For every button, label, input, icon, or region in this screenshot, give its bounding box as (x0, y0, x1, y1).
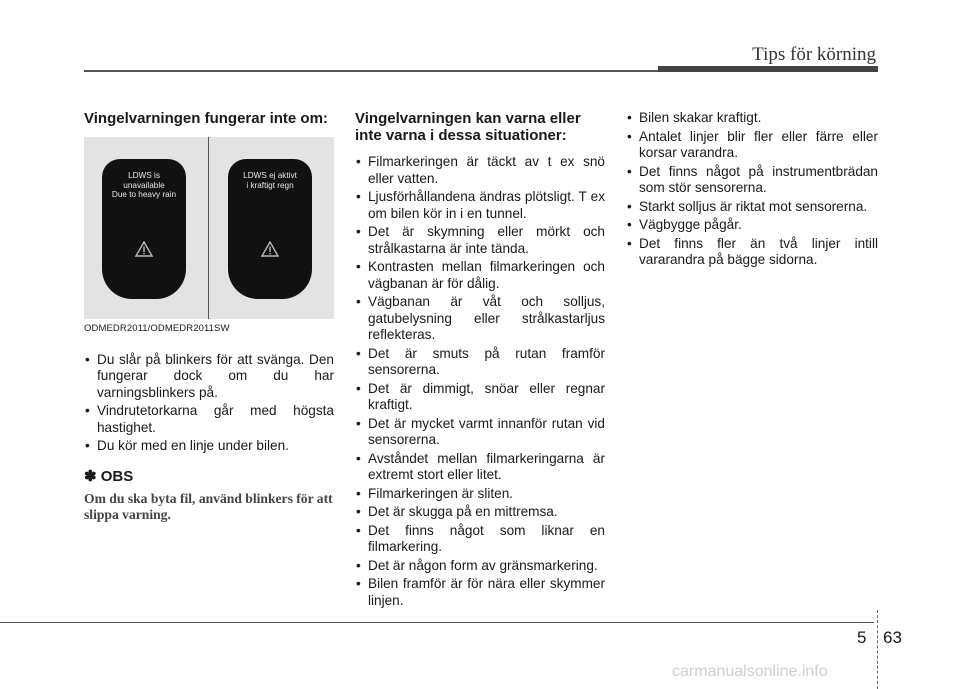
list-item: • Vägbanan är våt och solljus, gatubelysning eller strålkastarljus reflekteras. (355, 294, 605, 344)
list-item: • Bilen framför är för nära eller skymmer linjen. (355, 576, 605, 609)
situations-list (355, 154, 605, 609)
list-item: • Vindrutetorkarna går med högsta hastighet. (84, 403, 334, 436)
display-panel-english (102, 159, 186, 299)
list-item: • Ljusförhållandena ändras plötsligt. T ex om bilen kör in i en tunnel. (355, 189, 605, 222)
list-item: • Det finns fler än två linjer intill vararandra på bägge sidorna. (626, 236, 878, 269)
column-1 (84, 110, 334, 523)
section-heading-situations: Vingelvarningen kan varna eller inte varna i dessa situationer: (355, 110, 581, 144)
list-item: • Det finns något på instrumentbrädan som stör sensorerna. (626, 164, 878, 197)
not-working-list (84, 352, 334, 455)
figure-divider (208, 137, 209, 319)
section-number: 5 (857, 628, 867, 647)
list-item: • Bilen skakar kraftigt. (626, 110, 878, 127)
obs-heading: ✽ OBS (84, 467, 134, 485)
ldws-figure (84, 137, 334, 319)
watermark: carmanualsonline.info (672, 663, 828, 680)
situations-list-continued (626, 110, 878, 269)
list-item: • Kontrasten mellan filmarkeringen och vägbanan är för dålig. (355, 259, 605, 292)
list-item: • Det är smuts på rutan framför sensorerna. (355, 346, 605, 379)
obs-text: Om du ska byta fil, använd blinkers för att slippa varning. (84, 491, 333, 522)
list-item: • Starkt solljus är riktat mot sensorerna. (626, 199, 878, 216)
list-item: • Antalet linjer blir fler eller färre eller korsar varandra. (626, 129, 878, 162)
footer-rule (0, 622, 874, 623)
column-2 (355, 110, 605, 611)
list-item: • Det finns något som liknar en filmarkering. (355, 523, 605, 556)
page-number-divider (877, 610, 879, 689)
list-item: • Det är någon form av gränsmarkering. (355, 558, 605, 575)
list-item: • Du slår på blinkers för att svänga. Den fungerar dock om du har varningsblinkers på. (84, 352, 334, 402)
list-item: • Avståndet mellan filmarkeringarna är extremt stort eller litet. (355, 451, 605, 484)
page-number: 63 (883, 628, 902, 647)
display-panel-swedish (228, 159, 312, 299)
section-heading-not-working: Vingelvarningen fungerar inte om: (84, 110, 328, 127)
header-rule-accent (658, 66, 878, 72)
list-item: • Du kör med en linje under bilen. (84, 438, 334, 455)
list-item: • Filmarkeringen är täckt av t ex snö eller vatten. (355, 154, 605, 187)
list-item: • Filmarkeringen är sliten. (355, 486, 605, 503)
figure-caption: ODMEDR2011/ODMEDR2011SW (84, 323, 230, 334)
list-item: • Vägbygge pågår. (626, 217, 878, 234)
page-header-title: Tips för körning (752, 44, 876, 65)
panel-text-swedish: LDWS ej aktivt i kraftigt regn (243, 171, 297, 190)
list-item: • Det är skugga på en mittremsa. (355, 504, 605, 521)
column-3 (626, 110, 878, 271)
list-item: • Det är mycket varmt innanför rutan vid sensorerna. (355, 416, 605, 449)
warning-triangle-icon (135, 241, 153, 257)
warning-triangle-icon (261, 241, 279, 257)
list-item: • Det är skymning eller mörkt och strålkastarna är inte tända. (355, 224, 605, 257)
list-item: • Det är dimmigt, snöar eller regnar kraftigt. (355, 381, 605, 414)
panel-text-english: LDWS is unavailable Due to heavy rain (111, 171, 177, 199)
